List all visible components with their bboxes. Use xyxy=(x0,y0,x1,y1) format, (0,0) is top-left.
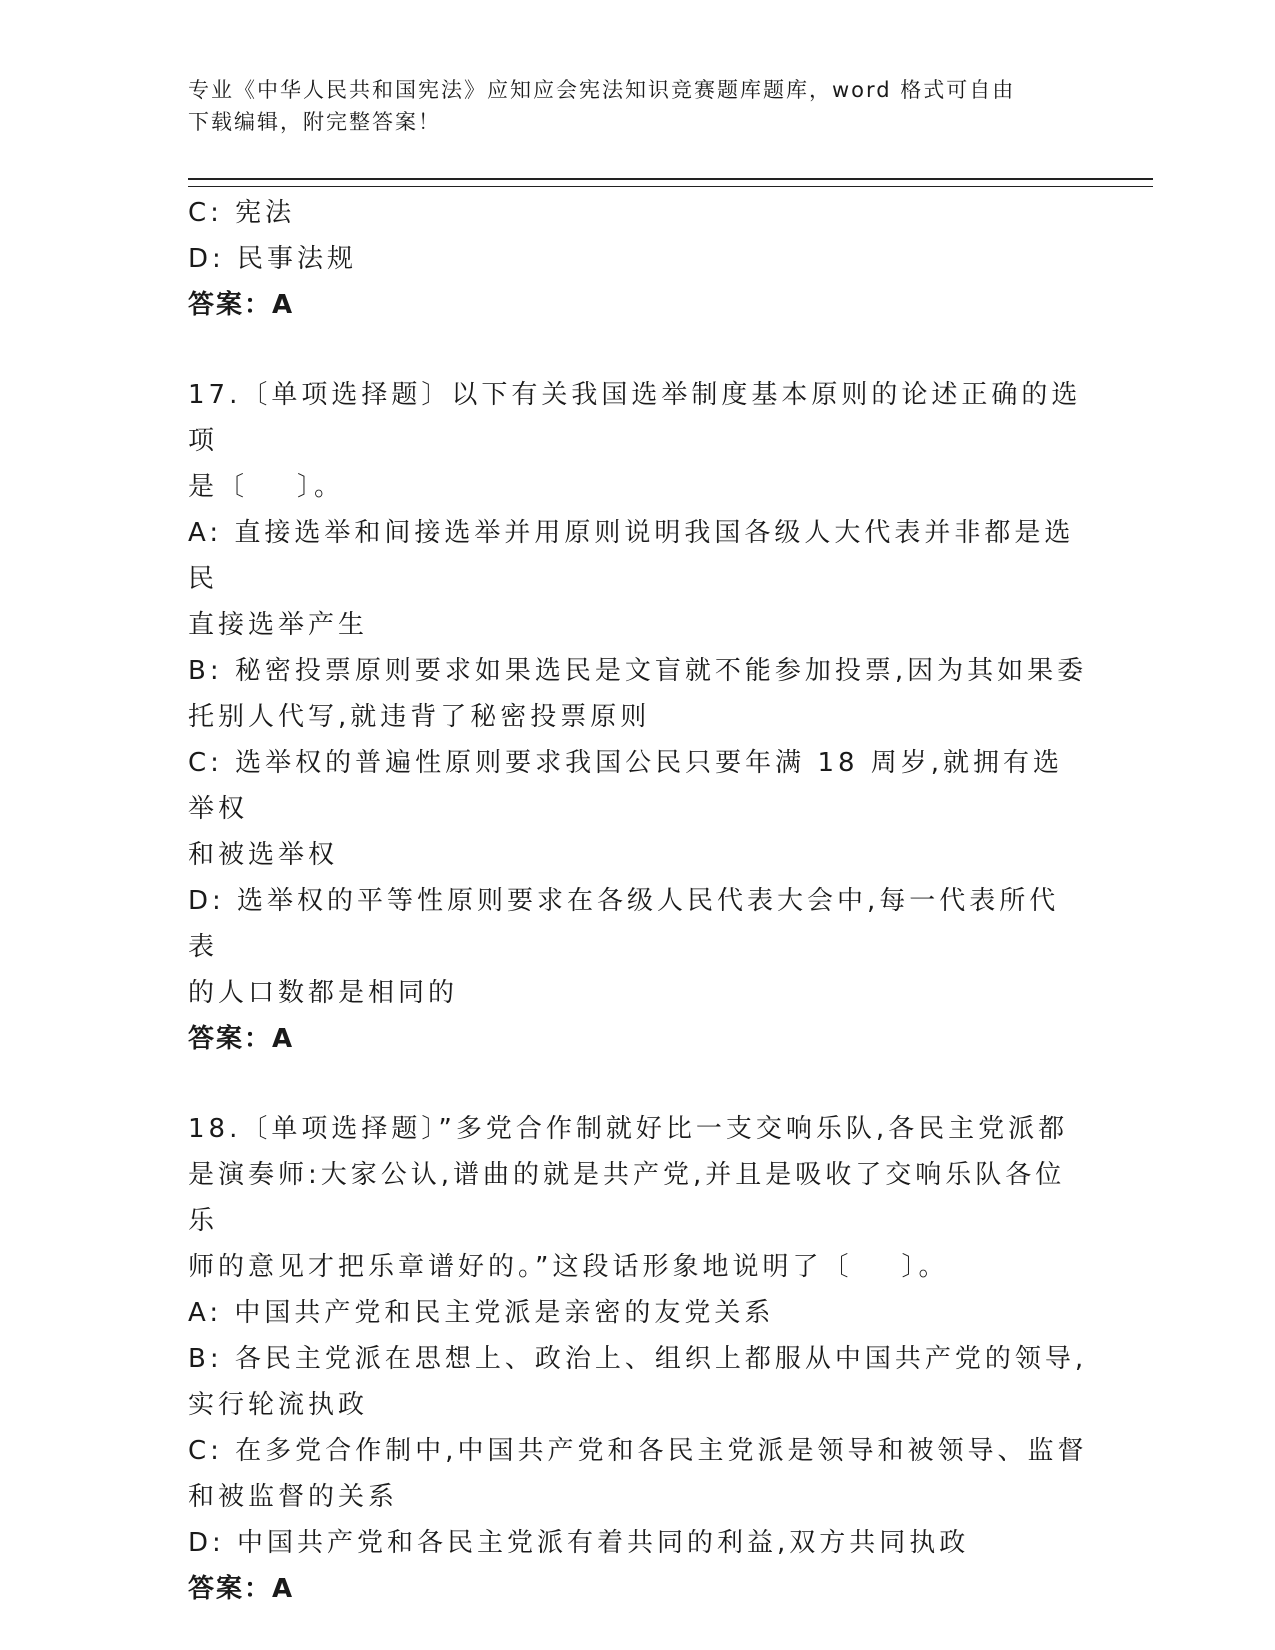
option-a: 直接选举产生 xyxy=(188,610,369,640)
question-17-block xyxy=(188,372,1088,1062)
spacer xyxy=(188,1062,1088,1106)
option-d: D: 选举权的平等性原则要求在各级人民代表大会中,每一代表所代表 xyxy=(188,886,1060,962)
header-line: 专业《中华人民共和国宪法》应知应会宪法知识竞赛题库题库，word 格式可自由 xyxy=(188,78,1016,102)
question-content xyxy=(188,190,1088,1612)
option-c: 和被监督的关系 xyxy=(188,1482,399,1512)
question-stem: 18.〔单项选择题〕”多党合作制就好比一支交响乐队,各民主党派都 xyxy=(188,1114,1069,1144)
spacer xyxy=(188,328,1088,372)
option-d: 的人口数都是相同的 xyxy=(188,978,459,1008)
header-divider xyxy=(188,178,1153,187)
question-stem: 师的意见才把乐章谱好的。”这段话形象地说明了〔 〕。 xyxy=(188,1252,949,1282)
answer-line: 答案：A xyxy=(188,1574,295,1604)
answer-line: 答案：A xyxy=(188,290,295,320)
question-18-block xyxy=(188,1106,1088,1612)
page-header xyxy=(188,74,1088,138)
question-stem: 17.〔单项选择题〕以下有关我国选举制度基本原则的论述正确的选项 xyxy=(188,380,1082,456)
option-a: A: 直接选举和间接选举并用原则说明我国各级人大代表并非都是选民 xyxy=(188,518,1075,594)
option-c: C: 在多党合作制中,中国共产党和各民主党派是领导和被领导、监督 xyxy=(188,1436,1088,1466)
option-d: D: 民事法规 xyxy=(188,244,358,274)
option-b: B: 各民主党派在思想上、政治上、组织上都服从中国共产党的领导, xyxy=(188,1344,1088,1374)
option-b: 托别人代写,就违背了秘密投票原则 xyxy=(188,702,651,732)
question-stem: 是〔 〕。 xyxy=(188,472,345,502)
prev-question-block xyxy=(188,190,1088,328)
answer-line: 答案：A xyxy=(188,1024,295,1054)
option-d: D: 中国共产党和各民主党派有着共同的利益,双方共同执政 xyxy=(188,1528,970,1558)
option-c: C: 选举权的普遍性原则要求我国公民只要年满 18 周岁,就拥有选举权 xyxy=(188,748,1064,824)
question-stem: 是演奏师:大家公认,谱曲的就是共产党,并且是吸收了交响乐队各位乐 xyxy=(188,1160,1066,1236)
option-c: 和被选举权 xyxy=(188,840,339,870)
option-b: 实行轮流执政 xyxy=(188,1390,369,1420)
option-a: A: 中国共产党和民主党派是亲密的友党关系 xyxy=(188,1298,775,1328)
option-b: B: 秘密投票原则要求如果选民是文盲就不能参加投票,因为其如果委 xyxy=(188,656,1088,686)
header-line: 下载编辑，附完整答案！ xyxy=(188,110,441,134)
option-c: C: 宪法 xyxy=(188,198,296,228)
